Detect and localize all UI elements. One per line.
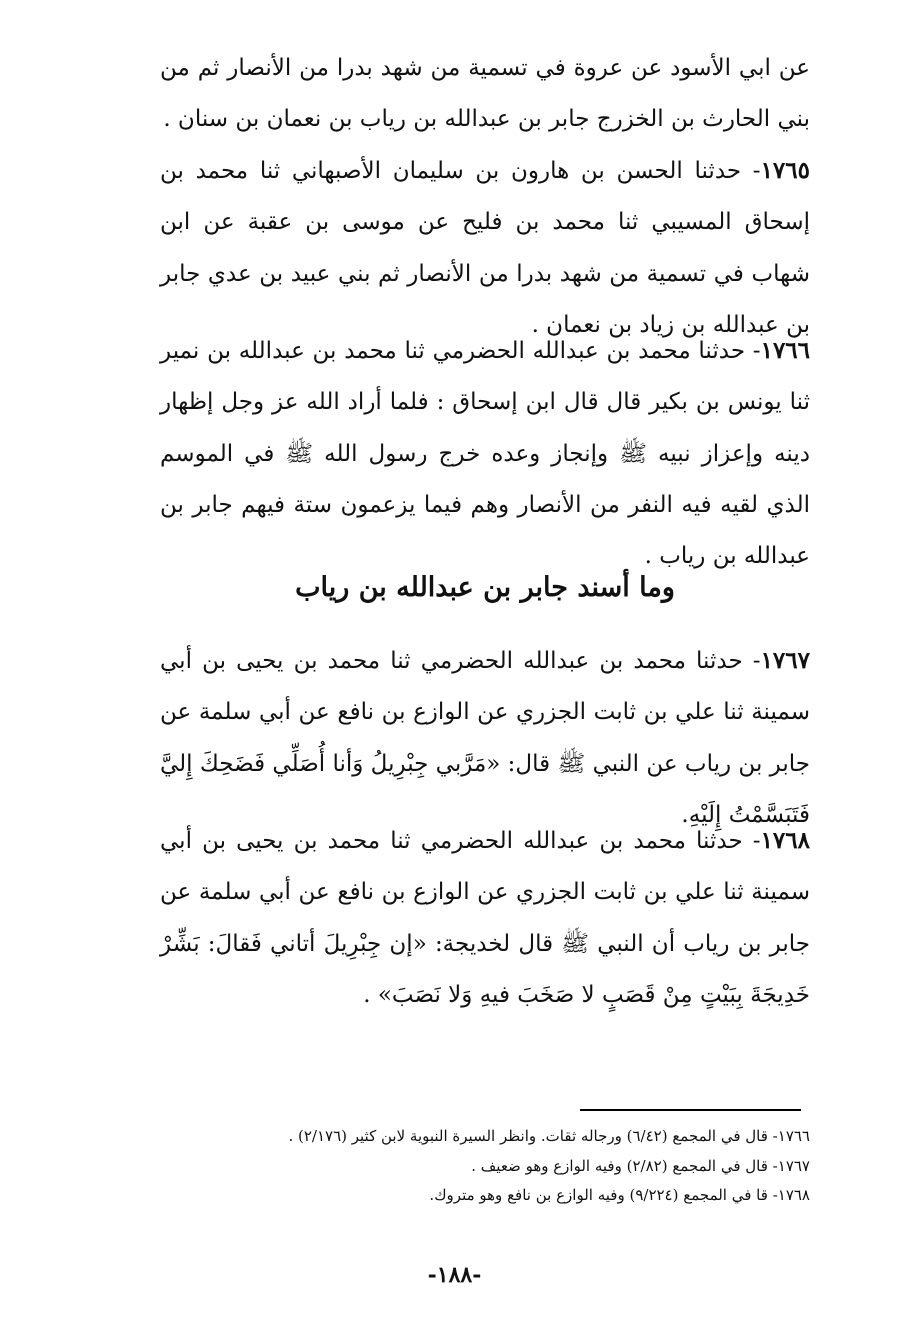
paragraph-1767 bbox=[160, 635, 810, 841]
footnote-1767: ١٧٦٧- قال في المجمع (٢/٨٢) وفيه الوازع وهو ضعيف . bbox=[471, 1157, 810, 1175]
footnote-1768: ١٧٦٨- قا في المجمع (٩/٢٢٤) وفيه الوازع بن نافع وهو متروك. bbox=[429, 1186, 810, 1204]
paragraph-text: - حدثنا محمد بن عبدالله الحضرمي ثنا محمد بن يحيى بن أبي سمينة ثنا علي بن ثابت الجزري عن الوازع بن نافع عن أبي سلمة عن جابر بن رياب عن النبي ﷺ قال: «مَرَّبي جِبْرِيلُ وَأنا أُصَلِّي فَضَحِكَ إِليَّ فَتَبَسَّمْتُ إِلَيْهِ. bbox=[160, 648, 810, 828]
paragraph-1766 bbox=[160, 325, 810, 582]
hadith-number: ١٧٦٧ bbox=[760, 647, 810, 674]
paragraph-1768 bbox=[160, 815, 810, 1021]
hadith-number: ١٧٦٥ bbox=[760, 157, 810, 184]
hadith-number: ١٧٦٨ bbox=[760, 827, 810, 854]
paragraph-text: - حدثنا محمد بن عبدالله الحضرمي ثنا محمد بن يحيى بن أبي سمينة ثنا علي بن ثابت الجزري عن الوازع بن نافع عن أبي سلمة عن جابر بن رياب أن النبي ﷺ قال لخديجة: «إن جِبْرِيلَ أتاني فَقالَ: بَشِّرْ خَدِيجَةَ بِبَيْتٍ مِنْ قَصَبٍ لا صَخَبَ فيهِ وَلا نَصَبَ» . bbox=[160, 828, 810, 1008]
paragraph-text: عن ابي الأسود عن عروة في تسمية من شهد بدرا من الأنصار ثم من بني الحارث بن الخزرج جابر بن عبدالله بن رياب بن نعمان بن سنان . bbox=[160, 55, 810, 133]
paragraph-1765 bbox=[160, 145, 810, 351]
paragraph-text: - حدثنا الحسن بن هارون بن سليمان الأصبهاني ثنا محمد بن إسحاق المسيبي ثنا محمد بن فليح عن موسى بن عقبة عن ابن شهاب في تسمية من شهد بدرا من الأنصار ثم بني عبيد بن عدي جابر بن عبدالله بن زياد بن نعمان . bbox=[160, 158, 810, 338]
section-heading: وما أسند جابر بن عبدالله بن رياب bbox=[295, 572, 675, 603]
hadith-number: ١٧٦٦ bbox=[760, 337, 811, 364]
footnote-1766: ١٧٦٦- قال في المجمع (٦/٤٢) ورجاله ثقات. وانظر السيرة النبوية لابن كثير (٢/١٧٦) . bbox=[288, 1127, 810, 1145]
footnote-separator bbox=[580, 1109, 801, 1111]
paragraph-intro bbox=[160, 42, 810, 146]
paragraph-text: - حدثنا محمد بن عبدالله الحضرمي ثنا محمد بن عبدالله بن نمير ثنا يونس بن بكير قال قال ابن إسحاق : فلما أراد الله عز وجل إظهار دينه وإعزاز نبيه ﷺ وإنجاز وعده خرج رسول الله ﷺ في الموسم الذي لقيه فيه النفر من الأنصار وهم فيما يزعمون ستة فيهم جابر بن عبدالله بن رياب . bbox=[160, 338, 810, 570]
page-number: -١٨٨- bbox=[427, 1262, 482, 1288]
